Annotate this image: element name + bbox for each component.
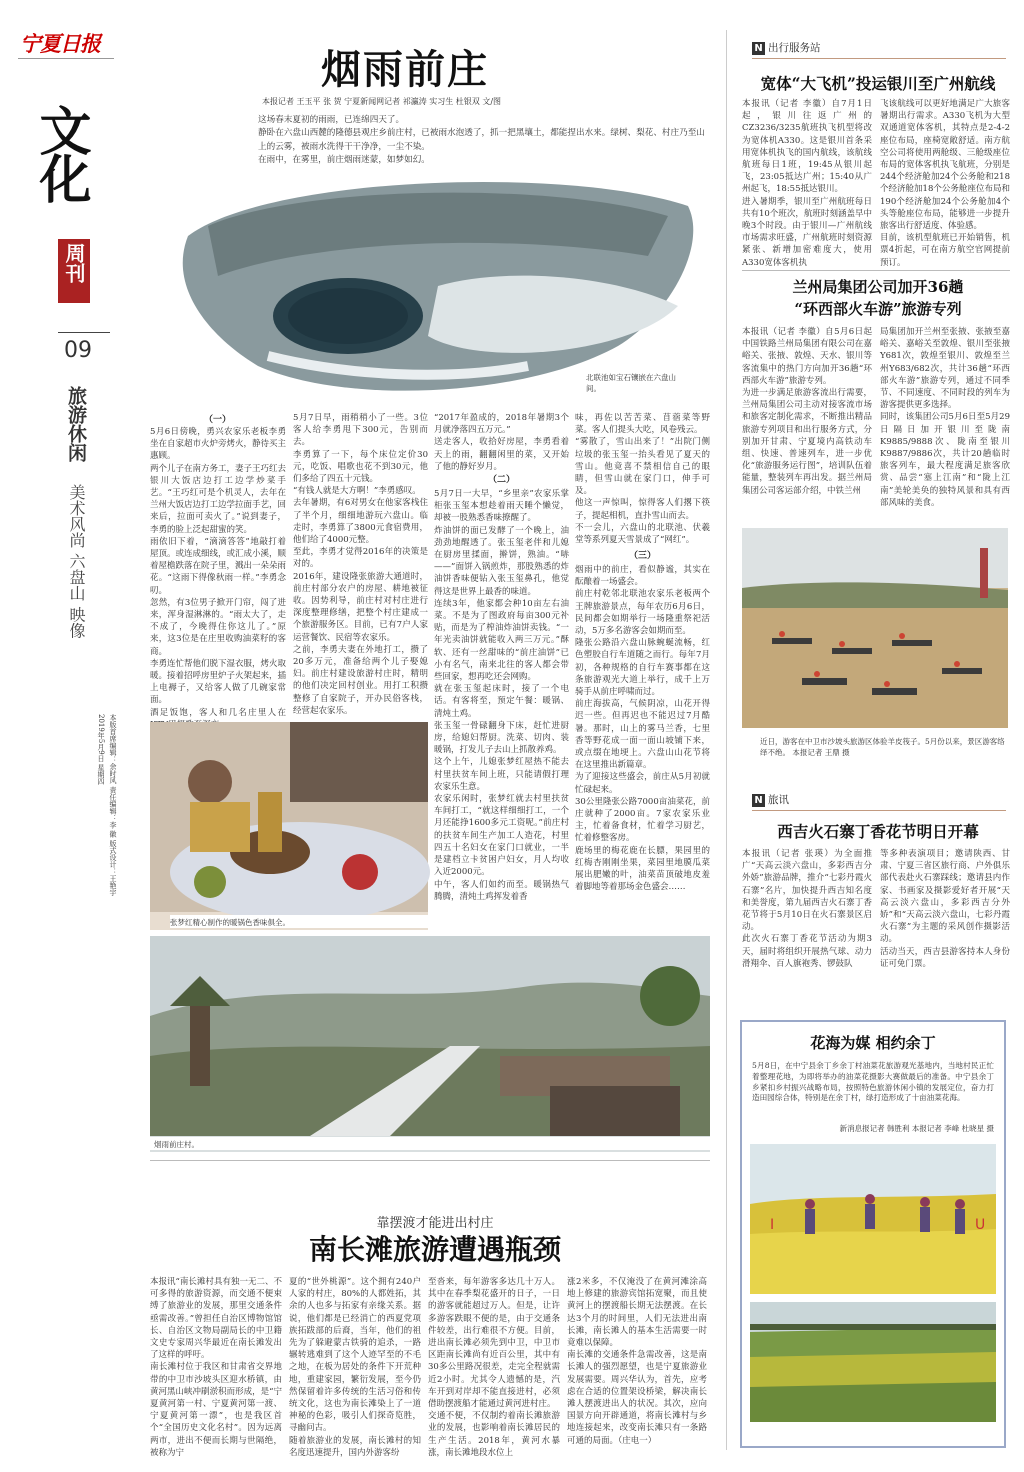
bottom-kicker: 靠摆渡才能进出村庄 xyxy=(376,1216,494,1231)
bottom-rule xyxy=(150,1160,710,1161)
photo-north-lake xyxy=(148,166,716,406)
flowers-sign-u: U xyxy=(975,1217,986,1233)
feature-col2: 5月7日早，雨稍稍小了一些。3位客人给李勇甩下300元，告别而去。 李勇算了一下，每个床位定价30元，吃饭、唱歌也花不到30元，他们多给了四五十元钱。 “有钱人就是大方啊！”李勇感叹。 去年暑期，有6对男女在他家客栈住了半个月，细细地游玩六盘山。临走时，李勇算了3800元食宿费用，他们给了4000元整。 至此，李勇才觉得2016年的决策是对的。 2016年，建设隆张旅游大通道时，前庄村部分农户的房屋、耕地被征收。因势利导，前庄村对村庄进行深度整理修缮，把整个村庄建成一个旅游服务区。目前，已有7户人家运营餐饮、民宿等农家乐。 之前，李勇夫妻在外地打工，攒了20多万元，准备给两个儿子娶媳妇。前庄村建设旅游村庄时，精明的他们决定回村创业。用打工积攒整修了自家院子，开办民俗客栈，经营起农家乐。 xyxy=(293,413,428,716)
photo-flowers-1 xyxy=(750,1144,996,1294)
editor-info: 本版首席编辑：余时风 责任编辑：李 徽 版式设计：王艳宇 xyxy=(109,714,117,896)
weekly-label: 周刊 xyxy=(62,243,86,283)
section-title: 文化 xyxy=(30,104,91,200)
bottom-col1: 本报讯“南长滩村具有独一无二、不可多得的旅游资源，而交通不便束缚了旅游业的发展，那里交通条件亟需改善。”曾担任自治区博物馆馆长、自治区文物局副局长的中卫籍文史专家周兴华最近在南长滩发出了这样的呼吁。 南长滩村位于我区和甘肃省交界地带的中卫市沙坡头区迎水桥镇，由黄河黑山峡冲刷淤积而形成，是“宁夏黄河第一村、宁夏黄河第一渡、宁夏黄河第一漂”，也是我区首个“全国历史文化名村”。因为远离两市，进出不便而长期与世隔绝，被称为宁 xyxy=(150,1277,282,1458)
news2-title: 兰州局集团公司加开36趟 “环西部火车游”旅游专列 xyxy=(792,278,964,318)
page-rule xyxy=(58,332,110,333)
photo-feature-box xyxy=(740,1020,1006,1448)
news2-colB: 局集团加开兰州至张掖、张掖至嘉峪关、嘉峪关至敦煌、银川至张掖Y681次，敦煌至银川、敦煌至兰州Y683/682次，共计36趟“环西部火车游”旅游专列，通过不同季节、不同速度、不同时段的列车为游客提供更多选择。 同时，该集团公司5月6日至5月29日隔日加开银川至陇南K9885/9888次、陇南至银川K9887/9886次，共计20趟临时旅客列车，最大程度满足旅客欣赏、品尝“塞上江南”和“陇上江南”美轮美奂的独特风景和具有西部风味的美食。 xyxy=(880,327,1010,508)
feature-col4b: 烟雨中的前庄，看似静谧，其实在酝酿着一场盛会。 前庄村乾邻北联池农家乐老板两个王牌旅游景点，每年农历6月6日，民间都会如期举行一场隆重祭祀活动，5万多名游客会如期而至。 隆张公路沿六盘山脉蜿蜒流畅，红色塑胶自行车道随之而行。每年7月初，各种规格的自行车赛事都在这条旅游观光大道上举行，成千上万骑手从前庄呼啸而过。 前庄海拔高，气候阴凉，山花开得迟一些。但再迟也不能迟过7月酷暑。那时，山上的雾马兰香，七里香等野花成一面一面山坡铺下来，或点缀在地埂上。六盘山山花节将在这里推出新篇章。 为了迎接这些盛会，前庄从5月初就忙碌起来。 30公里隆张公路7000亩油菜花，前庄就种了2000亩。7家农家乐业主，忙着备食材，忙着学习厨艺，忙着修整客房。 鹿场里的梅花鹿在长膘，果园里的红梅杏刚刚坐果，菜园里地膜瓜菜展出肥嫩的叶，油菜苗顶破地皮羞着脚地等着那场金色盛会…… xyxy=(575,565,710,893)
paper-logo: 宁夏日报 xyxy=(20,31,100,56)
lake-illustration xyxy=(148,166,716,406)
photo3-caption: 烟雨前庄村。 xyxy=(150,1137,714,1150)
feature-col3b: 5月7日一大早，“乡里亲”农家乐掌柜张玉玺本想趁着雨天睡个懒觉，却被一股熟悉香味撩醒了。 炸油饼的面已发酵了一个晚上，油劲劲地醒透了。张玉玺老伴和儿媳在厨房里揉面，擀饼，熟油。“哧——”面饼入锅煎炸，那股熟悉的炸油饼香味便钻入张玉玺鼻孔，他觉得这是世界上最香的味道。 连续3年，他家都会种10亩左右油菜。不是为了图政府每亩300元补贴，而是为了榨油炸油饼卖钱。“一年光卖油饼就能收入两三万元。”酥软、还有一丝甜味的“前庄油饼”已小有名气，南来北往的客人都会带些回家，想再吃还会网购。 就在张玉玺起床时，接了一个电话。有客将至，预定午餐：暖锅、清炖土鸡。 张玉玺一骨碌翻身下床，赶忙进厨房，给媳妇帮厨。洗菜、切肉、装暖锅，打发儿子去山上抓散养鸡。 这个上午，儿媳张梦红屋热不能去村里扶贫车间上班，只能请假打理农家乐生意。 农家乐闲时，张梦红就去村里扶贫车间打工，“就这样细细打工，一个月还能挣1600多元工资呢。”前庄村的扶贫车间生产加工人造花，村里四五十名妇女在家门口就业，一半是建档立卡贫困户妇女，月人均收入近2000元。 中午，客人们如约而至。暖锅热气腾腾，清炖土鸡挥发着香 xyxy=(434,489,569,902)
feature-title: 烟雨前庄 xyxy=(321,46,489,93)
issue-date: 2019年5月9日 星期四 xyxy=(97,714,105,785)
photo-feature-credit: 新消息报记者 韩胜利 本报记者 李峰 杜晓星 摄 xyxy=(839,1124,994,1133)
masthead-column xyxy=(18,14,118,1454)
masthead-rule xyxy=(18,58,114,59)
news3-title: 西吉火石寨丁香花节明日开幕 xyxy=(777,822,979,841)
rafting-illustration xyxy=(742,528,1008,728)
news1-colA: 本报讯（记者 李徽）自7月1日起，银川往返广州的CZ3236/3235航班执飞机型将改为宽体机A330。这是银川首条采用宽体机执飞的国内航线，该航线航班每日1班，19:45从银川起飞，23:05抵达广州；15:40从广州起飞，18:55抵达银川。 进入暑期季，银川至广州航班每日共有10个班次，航班时刻涵盖早中晚3个时段。由于银川—广州航线市场需求旺盛，广州航班时刻资源紧张、新增加密难度大，使用A330宽体客机执 xyxy=(742,99,872,268)
sidebar-tag2-label: 旅讯 xyxy=(768,794,789,806)
feature-h2: （二） xyxy=(487,475,515,485)
column-divider xyxy=(726,30,727,1450)
feature-lede: 这场春末夏初的雨雨，已连绵四天了。 静卧在六盘山西麓的隆德县观庄乡前庄村，已被雨水泡透了，抓一把黑壤土，都能捏出水来。绿树、梨花、村庄乃至山上的云雾，被雨水洗得干干净净，一尘不染。 在雨中，在雾里，前庄烟雨迷蒙，如梦如幻。 xyxy=(258,115,705,166)
section-items: 美术风尚 六盘山 映像 xyxy=(67,484,86,639)
flowers-illustration-1 xyxy=(750,1144,996,1294)
bottom-col2: 夏的“世外桃源”。这个拥有240户人家的村庄，80%的人都姓拓，其余的人也多与拓家有亲缘关系。据说，他们都是已经消亡的西夏党项族拓跋部的后裔，当年，他们的祖先为了躲避蒙古铁骑的追杀，一路辗转逃难到了这个人迹罕至的不毛之地，在板为居处的条件下开荒种地，重建家园，繁衍发展，至今仍然保留着许多传统的生活习俗和传统文化，这也为南长滩染上了一道神秘的色彩，吸引人们探奇览胜，寻幽问古。 随着旅游业的发展，南长滩村的知名度迅速提升，国内外游客纷 xyxy=(289,1277,421,1458)
sidebar-tag-news xyxy=(752,792,789,807)
sidebar-tag-travel xyxy=(752,40,821,55)
photo-hotpot xyxy=(150,722,428,930)
news3-colA: 本报讯（记者 张瑛）为全面推广“天高云淡六盘山，多彩西吉分外娇”旅游品牌，推介“七彩丹霞火石寨”名片，加快提升西吉知名度和美誉度，第九届西吉火石寨丁香花节将于5月10日在火石寨景区启动。 此次火石寨丁香花节活动为期3天，届时将组织开展热气球、动力滑翔伞、百人旗袍秀、锣鼓队 xyxy=(742,849,872,969)
section-subtitle: 旅游休闲 xyxy=(65,386,87,462)
flowers-illustration-2 xyxy=(750,1302,996,1422)
photo-feature-text: 5月8日，在中宁县余丁乡余丁村油菜花旅游观光基地内，当地村民正忙着整理花地，为即将举办的油菜花摄影大赛做最后的准备。中宁县余丁乡紧扣乡村振兴战略布局，按照特色旅游休闲小镇的发展定位，奋力打造田园综合体，特别是在余丁村，绿打造形成了十亩油菜花海。 xyxy=(752,1061,994,1103)
sidebar-tag-rule xyxy=(752,58,1006,59)
hotpot-illustration xyxy=(150,722,428,912)
feature-col3: “2017年盈成的，2018年暑期3个月就净落四五万元。” 送走客人，收拾好房屋，李勇看着天上的雨，翻翻闲里的菜，又开始了他的静好岁月。 xyxy=(434,413,569,472)
bottom-title: 南长滩旅游遭遇瓶颈 xyxy=(308,1233,561,1266)
tag-n-icon: N xyxy=(752,42,765,55)
news1-title: 宽体“大飞机”投运银川至广州航线 xyxy=(760,74,996,93)
feature-h3: （三） xyxy=(628,551,656,561)
village-illustration xyxy=(150,936,710,1136)
news3-colB: 等多种表演项目；邀请陕西、甘肃、宁夏三省区旅行商、户外俱乐部代表赴火石寨踩线；邀请县内作家、书画家及摄影爱好者开展“天高云淡六盘山，多彩西吉分外娇”和“天高云淡六盘山，七彩丹霞火石寨”为主题的采风创作摄影活动。 活动当天，西吉县游客持本人身份证可免门票。 xyxy=(880,849,1010,969)
photo1-caption: 北联池如宝石镶嵌在六盘山间。 xyxy=(586,373,676,393)
photo-rafting xyxy=(742,528,1008,728)
news-sep-1 xyxy=(742,270,1010,271)
photo2-caption: 张梦红精心制作的暖锅色香味俱全。 xyxy=(170,915,428,928)
photo4-caption: 近日，游客在中卫市沙坡头旅游区体验羊皮筏子。5月份以来，景区游客络绎不绝。 本报记者 王鼎 摄 xyxy=(760,737,1005,757)
feature-col4: 味，再佐以苦苦菜、苜蓿菜等野菜。客人们提头大吃，风卷残云。 “雾散了，雪山出来了！”出院门侧垃圾的张玉玺一抬头看见了夏天的雪山。他竟喜不禁相信自己的眼睛，但雪山就在家门口，伸手可及。 他这一声惊叫，惊得客人们撂下筷子，提起相机，直扑雪山而去。 不一会儿，六盘山的北联池、伏羲堂等系列夏天雪景成了“网红”。 xyxy=(575,413,710,546)
photo-flowers-2 xyxy=(750,1302,996,1422)
bottom-col4: 涨2米多，不仅淹没了在黄河滩涂高地上修建的旅游宾馆拓宽聚，而且使黄河上的摆渡船长期无法摆渡。在长达3个月的时间里，人们无法进出南长滩，南长滩人的基本生活需要一时竟难以保障。 南长滩的交通条件急需改善，这是南长滩人的强烈愿望，也是宁夏旅游业发展需要。周兴华认为，首先，应考虑在合适的位置架设桥梁，解决南长滩人摆渡进出人的状况。其次，应向国景方向开辟通道，将南长滩村与乡地连接起来，改变南长滩只有一条路可通的局面。（庄电一） xyxy=(567,1277,707,1446)
page-number: 09 xyxy=(64,338,92,363)
flowers-sign-i: I xyxy=(770,1217,775,1233)
weekly-badge xyxy=(58,239,90,303)
feature-h1: （一） xyxy=(203,415,231,425)
photo-feature-title: 花海为媒 相约余丁 xyxy=(810,1034,936,1052)
photo-village xyxy=(150,936,710,1152)
feature-byline: 本报记者 王玉平 张 贺 宁夏新闻网记者 祁瀛涛 实习生 杜银双 文/图 xyxy=(262,97,502,106)
news1-colB: 飞该航线可以更好地满足广大旅客暑期出行需求。A330飞机为大型双通道宽体客机，其特点是2-4-2座位布局，座椅宽敞舒适。南方航空公司将使用两舱级、三舱级座位布局的宽体客机执飞航班，分别是244个经济舱加24个公务舱和218个经济舱加18个公务舱座位布局和190个经济舱加24个公务舱加4个头等舱座位布局，能够进一步提升旅客出行舒适度、体验感。 目前，该机型航班已开始销售，机票4折起，可在南方航空官网提前预订。 xyxy=(880,99,1010,268)
sidebar-tag1-label: 出行服务站 xyxy=(768,42,821,54)
tag-n-icon-2: N xyxy=(752,794,765,807)
sidebar-tag2-rule xyxy=(752,810,1006,811)
news2-colA: 本报讯（记者 李徽）自5月6日起中国铁路兰州局集团有限公司在嘉峪关、张掖、敦煌、天水、银川等客流集中的热门方向加开36趟“环西部火车游”旅游专列。 为进一步满足旅游客流出行需要，兰州局集团公司主动对接客流市场和旅客定制化需求，不断推出精品旅游专列项目和出行服务方式，分别加开甘肃、宁夏境内高铁动车组、快速、普速列车，进一步优化“旅游服务运行图”，培训队伍着能量，整装列车再出发。据兰州局集团公司客运部介绍，中铁兰州 xyxy=(742,327,872,496)
bottom-col3: 至沓来，每年游客多达几十万人。其中在春季梨花盛开的日子，一日的游客就能超过万人。但是，让许多游客跌眼不便的是，由于交通条件较差，出行难很不方便。目前，进出南长滩必须先到中卫，中卫市区距南长滩尚有近百公里，其中有30多公里路况很差，走完全程就需近2小时。尤其令人遗憾的是，汽车开到对岸却不能直接进村，必须借助摆渡船才能通过黄河进村庄。 交通不便，不仅制约着南长滩旅游业的发展，也影响着南长滩居民的生产生活。2018年，黄河水暴涨，南长滩地段水位上 xyxy=(428,1277,560,1458)
feature-col1: 5月6日傍晚，勇兴农家乐老板李勇坐在自家超市火炉旁烤火，静待买主惠顾。 两个儿子在南方务工，妻子王巧红去银川大饭店边打工边学炒菜手艺。“王巧红可是个机灵人，去年在兰州大饭店边打工边学拉面手艺，回来后，拉面可卖火了。”说到妻子，李勇的脸上泛起甜蜜的笑。 雨依旧下着，“滴滴答答”地敲打着屋顶。或连成细线，或汇成小溪，顺着屋檐跌落在院子里，溅出一朵朵雨花。“这雨下得像秋雨一样。”李勇念叨。 忽然，有3位男子掀开门帘，闯了进来，浑身湿淋淋的。“雨太大了，走不成了，今晚得住你这儿了。”原来，这3位是在庄里收购油菜籽的客商。 李勇连忙帮他们脱下湿衣服，烤火取暖。接着招呼房里炉子火架起来，插上电褥子，又给客人做了几碗家常面。 酒足饭饱，客人和几名庄里人在 xyxy=(150,427,287,718)
